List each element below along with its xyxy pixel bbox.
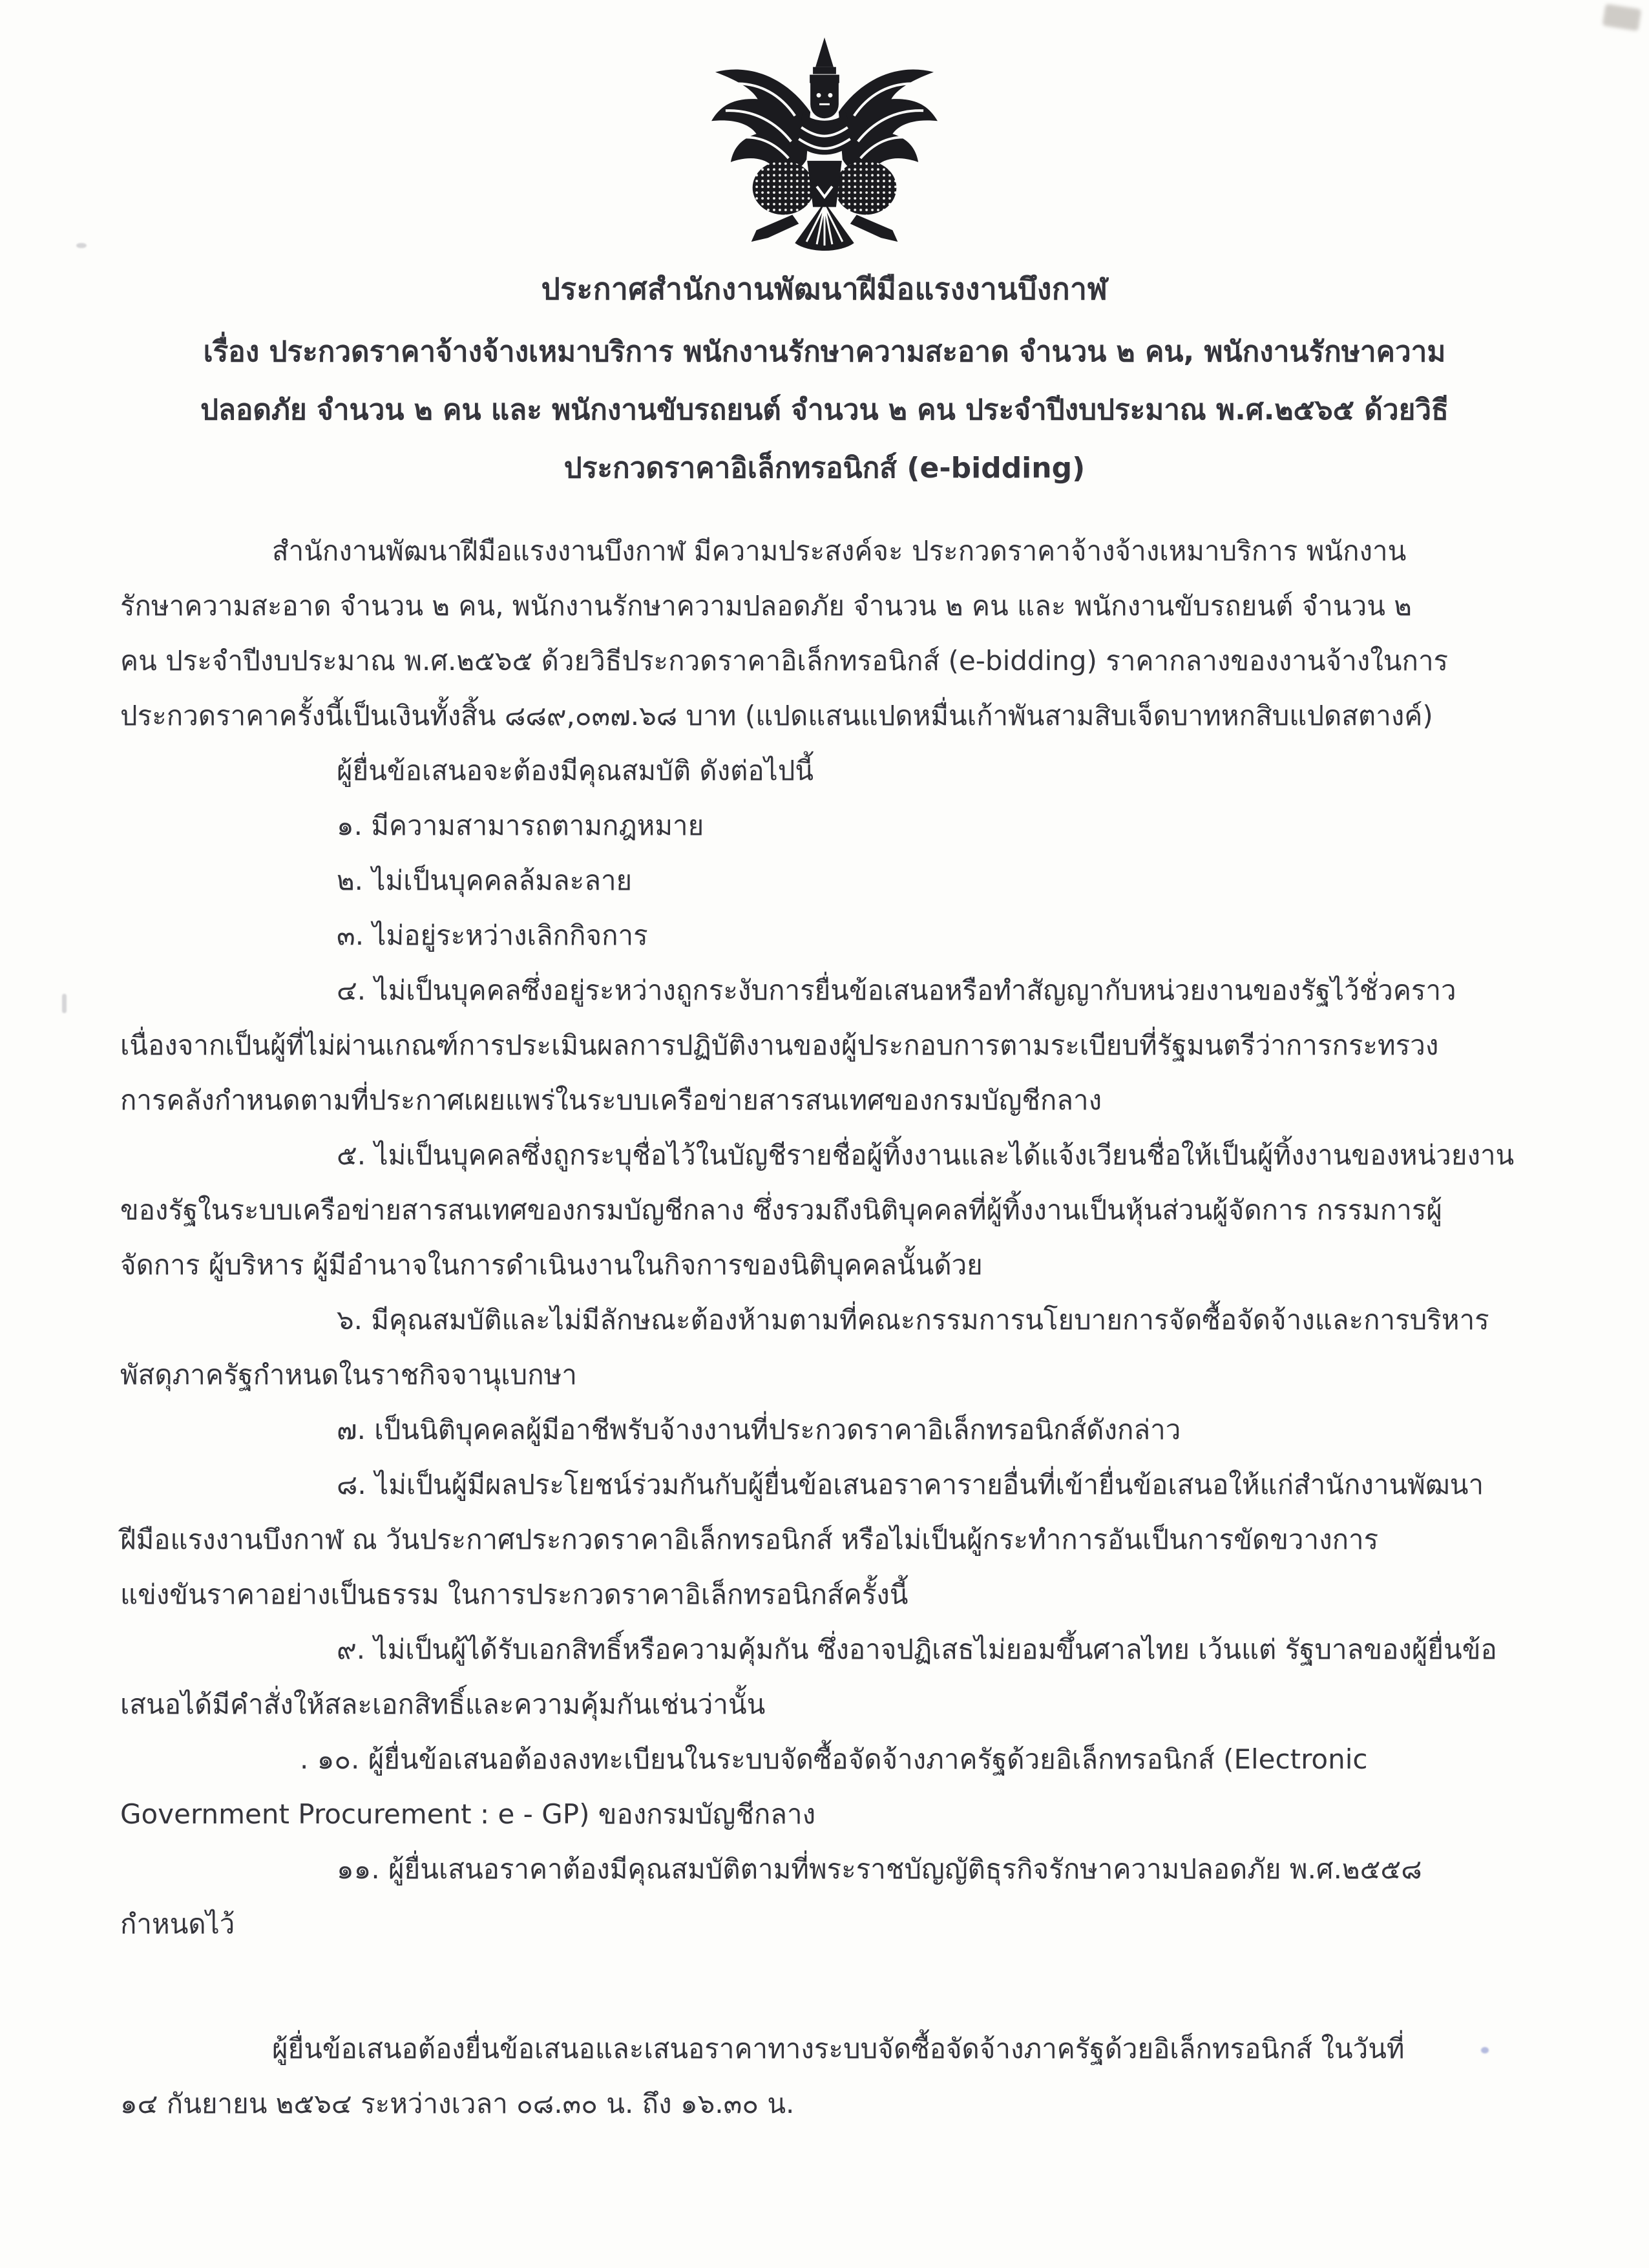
qualification-item-9: ๙. ไม่เป็นผู้ได้รับเอกสิทธิ์หรือความคุ้มกัน ซึ่งอาจปฏิเสธไม่ยอมขึ้นศาลไทย เว้นแต่ รัฐบาลของผู้ยื่นข้อ (337, 1633, 1497, 1665)
qualification-line: เนื่องจากเป็นผู้ที่ไม่ผ่านเกณฑ์การประเมินผลการปฏิบัติงานของผู้ประกอบการตามระเบียบที่รัฐมนตรีว่าการกระทรวง (120, 1029, 1439, 1061)
qualification-item-8: ๘. ไม่เป็นผู้มีผลประโยชน์ร่วมกันกับผู้ยื่นข้อเสนอราคารายอื่นที่เข้ายื่นข้อเสนอให้แก่สำนักงานพัฒนา (337, 1469, 1484, 1500)
subject-line: ปลอดภัย จำนวน ๒ คน และ พนักงานขับรถยนต์ จำนวน ๒ คน ประจำปีงบประมาณ พ.ศ.๒๕๖๕ ด้วยวิธี (200, 394, 1449, 426)
agency-title: ประกาศสำนักงานพัฒนาฝีมือแรงงานบึงกาฬ (541, 271, 1108, 306)
intro-line: คน ประจำปีงบประมาณ พ.ศ.๒๕๖๕ ด้วยวิธีประกวดราคาอิเล็กทรอนิกส์ (e-bidding) ราคากลางของงานจ้างในการ (120, 645, 1449, 677)
qualification-line: พัสดุภาครัฐกำหนดในราชกิจจานุเบกษา (120, 1359, 577, 1391)
scan-artifact (1481, 2047, 1489, 2053)
qualification-item-1: ๑. มีความสามารถตามกฎหมาย (337, 810, 704, 841)
qualification-item-5: ๕. ไม่เป็นบุคคลซึ่งถูกระบุชื่อไว้ในบัญชีรายชื่อผู้ทิ้งงานและได้แจ้งเวียนชื่อให้เป็นผู้ทิ้งงานของหน่วยงาน (337, 1139, 1515, 1171)
document-body (0, 523, 1649, 1951)
scan-artifact (76, 243, 87, 248)
qualification-item-2: ๒. ไม่เป็นบุคคลล้มละลาย (337, 865, 633, 896)
qualification-item-11: ๑๑. ผู้ยื่นเสนอราคาต้องมีคุณสมบัติตามที่พระราชบัญญัติธุรกิจรักษาความปลอดภัย พ.ศ.๒๕๕๘ (337, 1853, 1422, 1885)
scan-artifact (62, 994, 67, 1013)
intro-line: สำนักงานพัฒนาฝีมือแรงงานบึงกาฬ มีความประสงค์จะ ประกวดราคาจ้างจ้างเหมาบริการ พนักงาน (272, 535, 1407, 567)
qualification-line: จัดการ ผู้บริหาร ผู้มีอำนาจในการดำเนินงานในกิจการของนิติบุคคลนั้นด้วย (120, 1249, 983, 1281)
qualification-item-3: ๓. ไม่อยู่ระหว่างเลิกกิจการ (337, 919, 648, 951)
intro-line: รักษาความสะอาด จำนวน ๒ คน, พนักงานรักษาความปลอดภัย จำนวน ๒ คน และ พนักงานขับรถยนต์ จำนวน ๒ (120, 590, 1412, 622)
garuda-emblem-icon (696, 34, 953, 252)
qualification-item-10: . ๑๐. ผู้ยื่นข้อเสนอต้องลงทะเบียนในระบบจัดซื้อจัดจ้างภาครัฐด้วยอิเล็กทรอนิกส์ (Electronic (300, 1743, 1368, 1775)
qualification-line: ฝีมือแรงงานบึงกาฬ ณ วันประกาศประกวดราคาอิเล็กทรอนิกส์ หรือไม่เป็นผู้กระทำการอันเป็นการขัดขวางการ (120, 1524, 1379, 1555)
closing-paragraph (0, 2021, 1649, 2131)
qualification-line: Government Procurement : e - GP) ของกรมบัญชีกลาง (120, 1798, 816, 1830)
qualification-item-6: ๖. มีคุณสมบัติและไม่มีลักษณะต้องห้ามตามที่คณะกรรมการนโยบายการจัดซื้อจัดจ้างและการบริหาร (337, 1304, 1489, 1336)
garuda-emblem (0, 0, 1649, 252)
qualification-line: การคลังกำหนดตามที่ประกาศเผยแพร่ในระบบเครือข่ายสารสนเทศของกรมบัญชีกลาง (120, 1084, 1102, 1116)
closing-line: ๑๔ กันยายน ๒๕๖๔ ระหว่างเวลา ๐๘.๓๐ น. ถึง ๑๖.๓๐ น. (120, 2088, 795, 2119)
qualification-line: เสนอได้มีคำสั่งให้สละเอกสิทธิ์และความคุ้มกันเช่นว่านั้น (120, 1688, 766, 1720)
closing-line: ผู้ยื่นข้อเสนอต้องยื่นข้อเสนอและเสนอราคาทางระบบจัดซื้อจัดจ้างภาครัฐด้วยอิเล็กทรอนิกส์ ในวันที่ (272, 2033, 1405, 2064)
subject-line: เรื่อง ประกวดราคาจ้างจ้างเหมาบริการ พนักงานรักษาความสะอาด จำนวน ๒ คน, พนักงานรักษาความ (203, 335, 1446, 368)
qualification-line: แข่งขันราคาอย่างเป็นธรรม ในการประกวดราคาอิเล็กทรอนิกส์ครั้งนี้ (120, 1579, 909, 1610)
qualifications-heading: ผู้ยื่นข้อเสนอจะต้องมีคุณสมบัติ ดังต่อไปนี้ (337, 755, 814, 786)
qualification-line: กำหนดไว้ (120, 1908, 235, 1940)
subject-line: ประกวดราคาอิเล็กทรอนิกส์ (e-bidding) (563, 452, 1086, 485)
subject-block (0, 323, 1649, 498)
qualification-item-4: ๔. ไม่เป็นบุคคลซึ่งอยู่ระหว่างถูกระงับการยื่นข้อเสนอหรือทำสัญญากับหน่วยงานของรัฐไว้ชั่วคราว (337, 974, 1456, 1006)
qualification-line: ของรัฐในระบบเครือข่ายสารสนเทศของกรมบัญชีกลาง ซึ่งรวมถึงนิติบุคคลที่ผู้ทิ้งงานเป็นหุ้นส่วนผู้จัดการ กรรมการผู้ (120, 1194, 1443, 1226)
qualification-item-7: ๗. เป็นนิติบุคคลผู้มีอาชีพรับจ้างงานที่ประกวดราคาอิเล็กทรอนิกส์ดังกล่าว (337, 1414, 1181, 1445)
intro-line: ประกวดราคาครั้งนี้เป็นเงินทั้งสิ้น ๘๘๙,๐๓๗.๖๘ บาท (แปดแสนแปดหมื่นเก้าพันสามสิบเจ็ดบาทหกสิบแปดสตางค์) (120, 700, 1433, 731)
